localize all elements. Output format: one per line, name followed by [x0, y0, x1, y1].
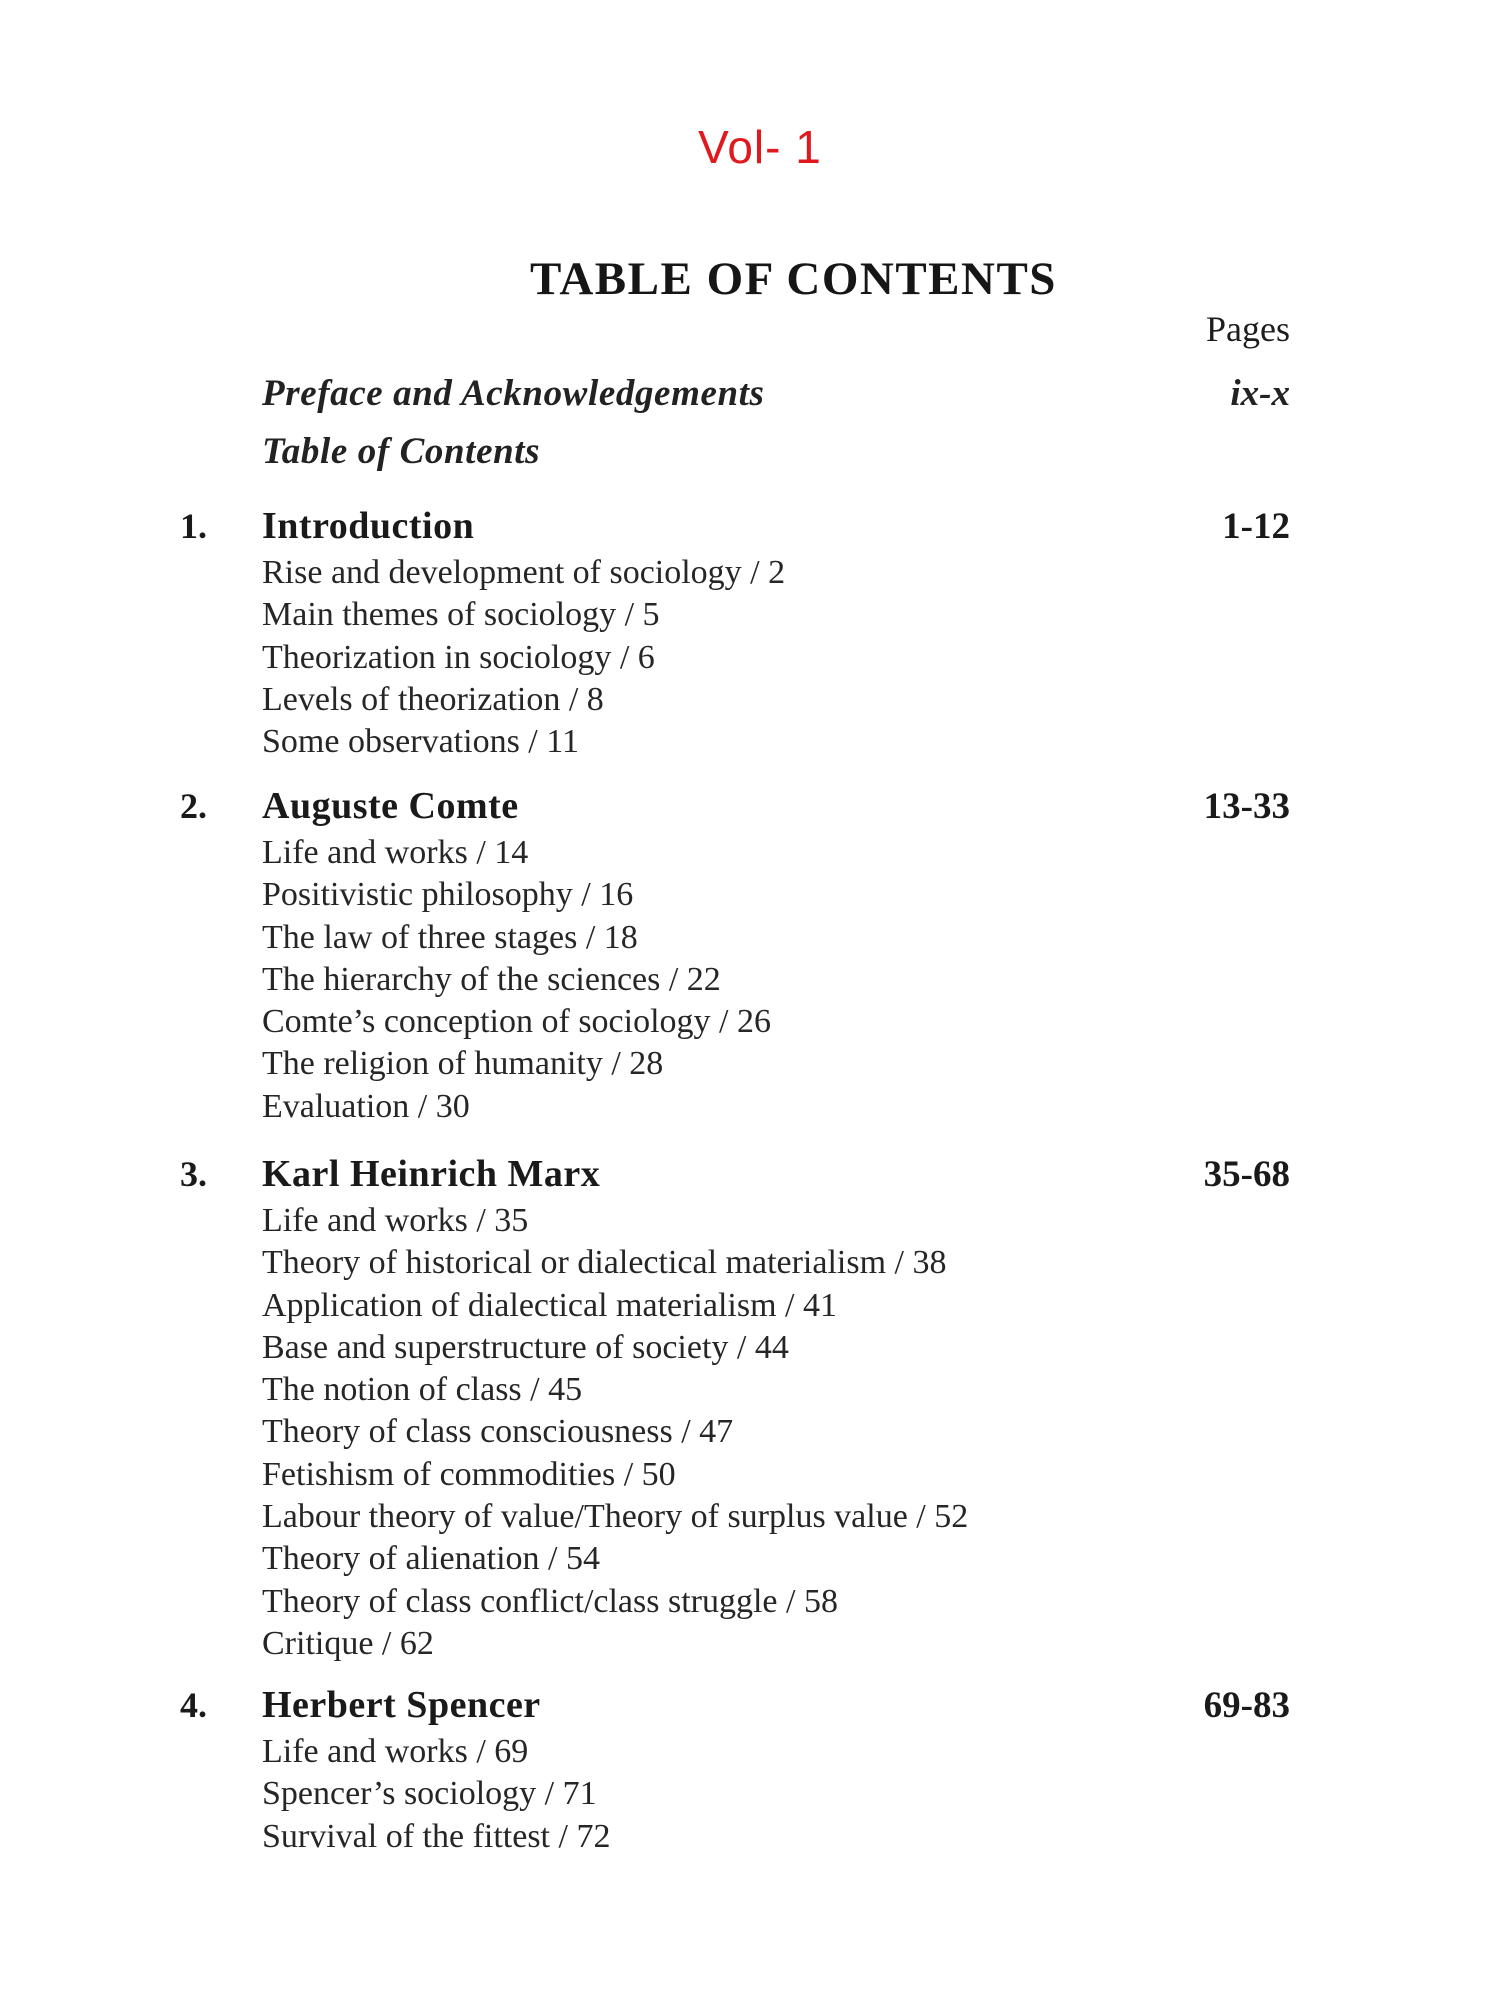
- chapter-1: [180, 504, 1290, 779]
- section-list: [262, 552, 1290, 763]
- chapter-heading: [180, 1683, 1290, 1729]
- section-list: [262, 832, 1290, 1128]
- section-item: Base and superstructure of society / 44: [262, 1328, 789, 1366]
- front-matter-contents: [262, 430, 1290, 473]
- chapter-4: [180, 1683, 1290, 1874]
- section-item: The notion of class / 45: [262, 1371, 583, 1409]
- chapter-heading: [180, 1152, 1290, 1198]
- section-item: Some observations / 11: [262, 723, 579, 761]
- section-item: Critique / 62: [262, 1624, 434, 1662]
- section-item: Labour theory of value/Theory of surplus value / 52: [262, 1498, 969, 1536]
- page-title: TABLE OF CONTENTS: [530, 253, 1057, 305]
- section-list: [262, 1731, 1290, 1858]
- section-item: Theory of class consciousness / 47: [262, 1413, 734, 1451]
- chapter-title: Herbert Spencer: [262, 1684, 541, 1726]
- section-item: Main themes of sociology / 5: [262, 596, 660, 634]
- section-item: Life and works / 14: [262, 834, 529, 871]
- section-item: Spencer’s sociology / 71: [262, 1775, 597, 1813]
- section-item: Theory of class conflict/class struggle / 58: [262, 1582, 838, 1620]
- section-item: Positivistic philosophy / 16: [262, 876, 634, 914]
- front-matter-title: Preface and Acknowledgements: [262, 373, 765, 414]
- section-item: Rise and development of sociology / 2: [262, 554, 786, 591]
- volume-label: Vol- 1: [698, 121, 822, 173]
- chapter-pages: 69-83: [1203, 1685, 1290, 1726]
- pages-column-header: Pages: [1206, 309, 1290, 349]
- front-matter-title: Table of Contents: [262, 431, 541, 472]
- front-matter-pages: ix-x: [1230, 373, 1290, 414]
- chapter-2: [180, 784, 1290, 1144]
- chapter-pages: 1-12: [1222, 506, 1290, 547]
- section-item: The law of three stages / 18: [262, 918, 638, 956]
- section-item: The hierarchy of the sciences / 22: [262, 960, 721, 998]
- chapter-3: [180, 1152, 1290, 1681]
- section-item: Levels of theorization / 8: [262, 680, 604, 718]
- front-matter-preface: [262, 372, 1290, 415]
- chapter-title: Introduction: [262, 505, 475, 547]
- section-item: Comte’s conception of sociology / 26: [262, 1003, 771, 1041]
- chapter-title: Auguste Comte: [262, 785, 519, 827]
- section-list: [262, 1200, 1290, 1665]
- chapter-title: Karl Heinrich Marx: [262, 1153, 601, 1195]
- chapter-pages: 13-33: [1203, 786, 1290, 827]
- chapter-pages: 35-68: [1203, 1154, 1290, 1195]
- section-item: Theorization in sociology / 6: [262, 638, 655, 676]
- chapter-number: 1.: [180, 506, 207, 546]
- chapter-heading: [180, 784, 1290, 830]
- section-item: Life and works / 69: [262, 1733, 529, 1770]
- section-item: Evaluation / 30: [262, 1087, 470, 1125]
- chapter-number: 4.: [180, 1685, 207, 1725]
- section-item: Application of dialectical materialism / 41: [262, 1286, 837, 1324]
- chapter-number: 3.: [180, 1154, 207, 1194]
- section-item: Fetishism of commodities / 50: [262, 1455, 676, 1493]
- section-item: The religion of humanity / 28: [262, 1045, 664, 1083]
- section-item: Life and works / 35: [262, 1202, 529, 1239]
- section-item: Theory of alienation / 54: [262, 1540, 601, 1578]
- chapter-number: 2.: [180, 786, 207, 826]
- section-item: Survival of the fittest / 72: [262, 1817, 611, 1855]
- section-item: Theory of historical or dialectical materialism / 38: [262, 1244, 947, 1282]
- chapter-heading: [180, 504, 1290, 550]
